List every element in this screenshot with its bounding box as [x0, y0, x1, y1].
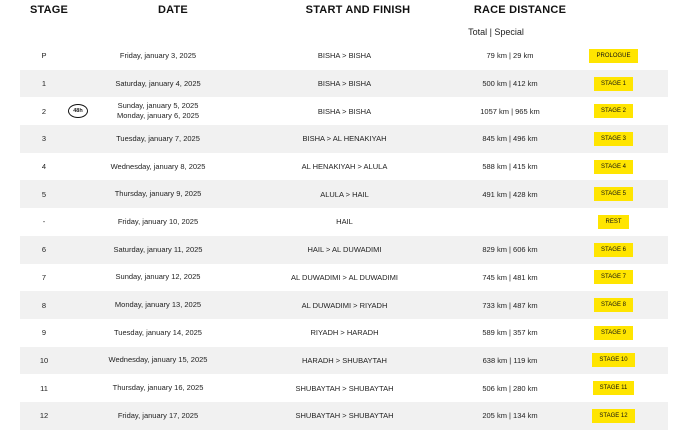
date-cell [88, 217, 228, 227]
date-line-1: Friday, january 17, 2025 [117, 410, 199, 420]
table-row [0, 374, 696, 402]
header-stage: STAGE [30, 4, 69, 16]
table-row-inner [20, 153, 668, 181]
badge-cell [559, 270, 668, 284]
date-line-1: Saturday, january 11, 2025 [113, 244, 203, 254]
stage-badge-button[interactable]: STAGE 3 [594, 132, 633, 146]
stage-badge-button[interactable]: STAGE 6 [594, 243, 633, 257]
date-line-2: Monday, january 6, 2025 [117, 111, 199, 121]
table-row-inner [20, 236, 668, 264]
stage-cell: 5 [41, 189, 47, 199]
table-row-inner [20, 347, 668, 375]
start-finish-cell: AL DUWADIMI > RIYADH [301, 300, 388, 310]
table-row-inner [20, 180, 668, 208]
table-row-inner [20, 264, 668, 292]
start-finish-cell: SHUBAYTAH > SHUBAYTAH [295, 411, 394, 421]
table-row-inner [20, 125, 668, 153]
table-subheader [0, 22, 696, 42]
date-cell [88, 328, 228, 338]
stage-badge-button[interactable]: STAGE 12 [592, 409, 634, 423]
marathon-48h-icon: 48h [68, 104, 88, 118]
stage-badge-button[interactable]: STAGE 10 [592, 353, 634, 367]
stage-badge-button[interactable]: STAGE 7 [594, 270, 633, 284]
stage-cell: 8 [41, 300, 47, 310]
date-line-1: Sunday, january 12, 2025 [115, 272, 201, 282]
date-line-1: Tuesday, january 14, 2025 [114, 327, 202, 337]
stage-badge-button[interactable]: STAGE 9 [594, 326, 633, 340]
date-cell [88, 383, 228, 393]
start-finish-cell: BISHA > BISHA [317, 106, 372, 116]
date-line-1: Sunday, january 5, 2025 [117, 101, 199, 111]
table-row [0, 402, 696, 430]
date-cell [88, 272, 228, 282]
table-row-inner [20, 374, 668, 402]
date-cell [88, 101, 228, 121]
stage-badge-button[interactable]: STAGE 5 [594, 187, 633, 201]
date-line-1: Friday, january 3, 2025 [119, 50, 197, 60]
table-row [0, 208, 696, 236]
table-row-inner [20, 97, 668, 125]
table-row-inner [20, 70, 668, 98]
start-finish-cell: AL DUWADIMI > AL DUWADIMI [290, 272, 399, 282]
start-finish-cell: BISHA > BISHA [317, 51, 372, 61]
date-line-1: Monday, january 13, 2025 [114, 300, 202, 310]
table-row [0, 125, 696, 153]
stage-badge-button[interactable]: REST [598, 215, 628, 229]
badge-cell [559, 243, 668, 257]
stage-cell: P [41, 51, 47, 61]
badge-cell [559, 298, 668, 312]
start-finish-cell: HARADH > SHUBAYTAH [302, 355, 387, 365]
stage-cell: 12 [39, 411, 49, 421]
distance-cell: 588 km | 415 km [482, 162, 538, 172]
stage-cell: 1 [41, 79, 47, 89]
table-row-inner [20, 402, 668, 430]
stage-badge-button[interactable]: STAGE 1 [594, 77, 633, 91]
date-cell [88, 411, 228, 421]
stage-badge-button[interactable]: STAGE 8 [594, 298, 633, 312]
distance-cell: 829 km | 606 km [482, 245, 538, 255]
date-line-1: Wednesday, january 15, 2025 [108, 355, 208, 365]
stage-cell: 6 [41, 245, 47, 255]
date-line-1: Thursday, january 16, 2025 [112, 383, 204, 393]
table-row [0, 153, 696, 181]
badge-cell [559, 326, 668, 340]
start-finish-cell: RIYADH > HARADH [310, 328, 379, 338]
header-start-finish: START AND FINISH [305, 4, 411, 16]
stage-badge-button[interactable]: STAGE 11 [593, 381, 635, 395]
badge-cell [559, 104, 668, 118]
date-cell [88, 51, 228, 61]
start-finish-cell: BISHA > AL HENAKIYAH [302, 134, 387, 144]
distance-cell: 205 km | 134 km [482, 411, 538, 421]
stage-cell: 11 [40, 383, 48, 393]
distance-cell: 500 km | 412 km [482, 79, 538, 89]
date-cell [88, 79, 228, 89]
date-line-1: Saturday, january 4, 2025 [115, 78, 201, 88]
badge-cell [559, 381, 668, 395]
badge-cell [559, 353, 668, 367]
start-finish-cell: AL HENAKIYAH > ALULA [301, 162, 388, 172]
header-race-distance: RACE DISTANCE [473, 4, 567, 16]
table-row [0, 347, 696, 375]
table-row [0, 97, 696, 125]
start-finish-cell: ALULA > HAIL [320, 189, 369, 199]
start-finish-cell: BISHA > BISHA [317, 79, 372, 89]
badge-cell [559, 77, 668, 91]
date-cell [88, 355, 228, 365]
stage-badge-button[interactable]: PROLOGUE [589, 49, 637, 63]
badge-cell [559, 49, 668, 63]
distance-cell: 506 km | 280 km [482, 383, 538, 393]
table-row [0, 70, 696, 98]
date-line-1: Tuesday, january 7, 2025 [116, 133, 200, 143]
stage-badge-button[interactable]: STAGE 4 [594, 160, 633, 174]
badge-cell [559, 409, 668, 423]
table-row [0, 180, 696, 208]
badge-cell [559, 132, 668, 146]
table-row [0, 236, 696, 264]
start-finish-cell: HAIL > AL DUWADIMI [307, 245, 382, 255]
date-cell [88, 189, 228, 199]
stage-cell: 7 [41, 272, 47, 282]
table-row-inner [20, 208, 668, 236]
table-row [0, 319, 696, 347]
distance-cell: 845 km | 496 km [482, 134, 538, 144]
header-date: DATE [158, 4, 188, 16]
badge-cell [559, 215, 668, 229]
distance-cell: 79 km | 29 km [486, 51, 534, 61]
date-cell [88, 134, 228, 144]
distance-cell: 745 km | 481 km [482, 272, 538, 282]
distance-subheader: Total | Special [468, 27, 524, 37]
stage-cell: 2 [41, 106, 47, 116]
start-finish-cell: HAIL [336, 217, 353, 227]
badge-cell [559, 160, 668, 174]
badge-cell [559, 187, 668, 201]
date-line-1: Thursday, january 9, 2025 [114, 189, 202, 199]
distance-cell: 491 km | 428 km [482, 189, 538, 199]
stage-cell: 3 [41, 134, 47, 144]
start-finish-cell: SHUBAYTAH > SHUBAYTAH [295, 383, 394, 393]
table-row-inner [20, 319, 668, 347]
distance-cell: 733 km | 487 km [482, 300, 538, 310]
table-row-inner [20, 42, 668, 70]
stage-cell: 9 [41, 328, 47, 338]
table-row-inner [20, 291, 668, 319]
stage-cell: 10 [39, 355, 49, 365]
table-row [0, 291, 696, 319]
table-row [0, 42, 696, 70]
stage-cell: 4 [41, 162, 47, 172]
date-line-1: Wednesday, january 8, 2025 [110, 161, 206, 171]
stage-rows [0, 42, 696, 430]
date-line-1: Friday, january 10, 2025 [117, 216, 199, 226]
date-cell [88, 300, 228, 310]
distance-cell: 1057 km | 965 km [480, 106, 540, 116]
stage-badge-button[interactable]: STAGE 2 [594, 104, 633, 118]
date-cell [88, 162, 228, 172]
table-header [0, 0, 696, 22]
stage-cell: - [42, 217, 46, 227]
distance-cell: 638 km | 119 km [482, 355, 538, 365]
date-cell [88, 245, 228, 255]
table-row [0, 264, 696, 292]
distance-cell: 589 km | 357 km [482, 328, 538, 338]
